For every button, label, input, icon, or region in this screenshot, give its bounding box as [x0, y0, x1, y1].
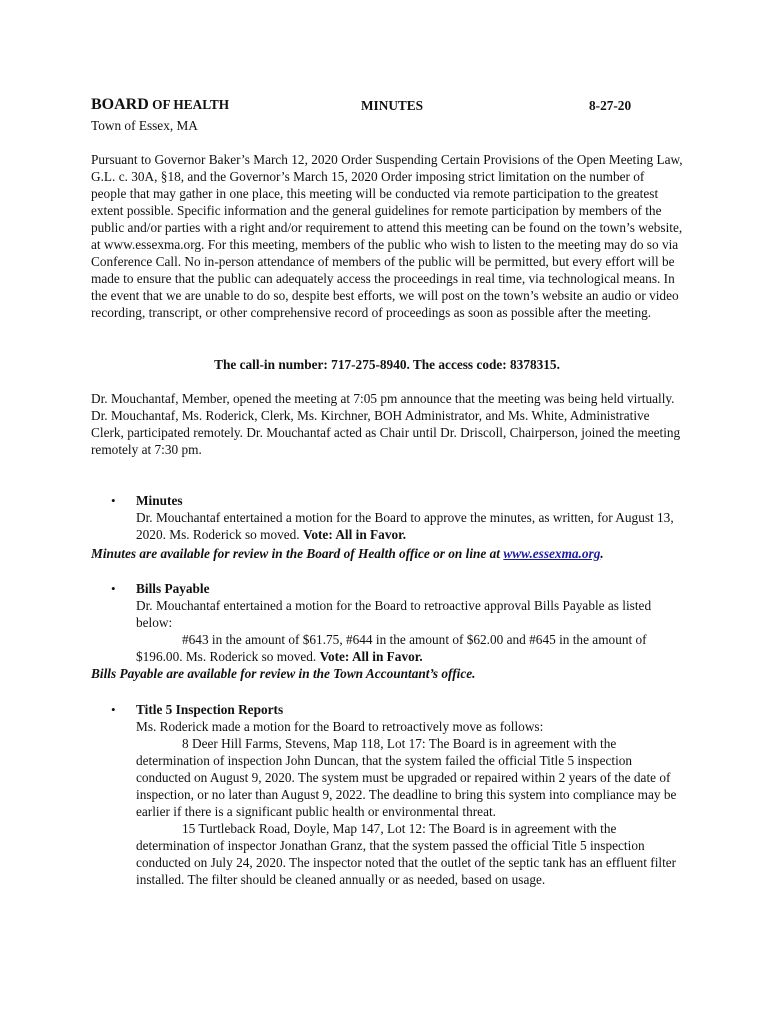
website-link[interactable]: www.essexma.org	[503, 546, 601, 561]
call-in-info: The call-in number: 717-275-8940. The access code: 8378315.	[214, 357, 560, 372]
title5-title: Title 5 Inspection Reports	[136, 702, 284, 717]
minutes-text: Dr. Mouchantaf entertained a motion for the Board to approve the minutes, as written, for August 13, 2020. Ms. Roderick so moved.	[136, 510, 674, 542]
title5-intro: Ms. Roderick made a motion for the Board to retroactively move as follows:	[136, 719, 544, 734]
bullet-icon: •	[111, 493, 116, 508]
town-name: Town of Essex, MA	[91, 118, 198, 133]
board-title-rest: OF HEALTH	[148, 97, 230, 112]
minutes-body	[136, 509, 686, 543]
bills-payable-body: Dr. Mouchantaf entertained a motion for the Board to retroactive approval Bills Payable as listed below:	[136, 598, 652, 630]
document-header	[91, 96, 691, 116]
bullet-icon: •	[111, 702, 116, 717]
minutes-note-text: Minutes are available for review in the Board of Health office or on line at	[91, 546, 504, 561]
minutes-vote: Vote: All in Favor.	[302, 527, 407, 542]
bills-detail-text: #643 in the amount of $61.75, #644 in the amount of $62.00 and #645 in the amount of $196.00. Ms. Roderick so moved.	[136, 632, 647, 664]
minutes-label: MINUTES	[361, 98, 424, 113]
bills-payable-note: Bills Payable are available for review in the Town Accountant’s office.	[91, 666, 476, 681]
title5-item-deer-hill: 8 Deer Hill Farms, Stevens, Map 118, Lot 17: The Board is in agreement with the determination of inspection John Duncan, that the system failed the official Title 5 inspection conducted on August 9, 2020. The system must be upgraded or repaired within 2 years of the date of inspection, or no later than August 9, 2022. The deadline to bring this system into compliance may be earlier if there is a significant public health or environmental threat.	[136, 736, 677, 819]
board-title	[91, 96, 229, 113]
minutes-note-end: .	[600, 546, 604, 561]
minutes-title: Minutes	[136, 493, 183, 508]
bills-vote: Vote: All in Favor.	[319, 649, 423, 664]
title5-item-turtleback: 15 Turtleback Road, Doyle, Map 147, Lot 12: The Board is in agreement with the determination of inspector Jonathan Granz, that the system passed the official Title 5 inspection conducted on July 24, 2020. The inspector noted that the outlet of the septic tank has an effluent filter installed. The filter should be cleaned annually or as needed, based on usage.	[136, 821, 677, 887]
meeting-date: 8-27-20	[589, 98, 632, 113]
bills-payable-title: Bills Payable	[136, 581, 210, 596]
intro-paragraph: Pursuant to Governor Baker’s March 12, 2020 Order Suspending Certain Provisions of the Open Meeting Law, G.L. c. 30A, §18, and the Governor’s March 15, 2020 Order imposing strict limitation on the number of people that may gather in one place, this meeting will be conducted via remote participation to the greatest extent possible. Specific information and the general guidelines for remote participation by members of the public and/or parties with a right and/or requirement to attend this meeting can be found on the town’s website, at www.essexma.org. For this meeting, members of the public who wish to listen to the meeting may do so via Conference Call. No in-person attendance of members of the public will be permitted, but every effort will be made to ensure that the public can adequately access the proceedings in real time, via technological means. In the event that we are unable to do so, despite best efforts, we will post on the town’s website an audio or video recording, transcript, or other comprehensive record of proceedings as soon as possible after the meeting.	[91, 152, 683, 320]
bills-payable-detail	[136, 631, 686, 665]
opening-paragraph: Dr. Mouchantaf, Member, opened the meeting at 7:05 pm announce that the meeting was being held virtually. Dr. Mouchantaf, Ms. Roderick, Clerk, Ms. Kirchner, BOH Administrator, and Ms. White, Administrative Clerk, participated remotely. Dr. Mouchantaf acted as Chair until Dr. Driscoll, Chairperson, joined the meeting remotely at 7:30 pm.	[91, 391, 681, 457]
minutes-note	[91, 545, 604, 562]
board-title-initial: BOARD	[91, 96, 149, 113]
bullet-icon: •	[111, 581, 116, 596]
